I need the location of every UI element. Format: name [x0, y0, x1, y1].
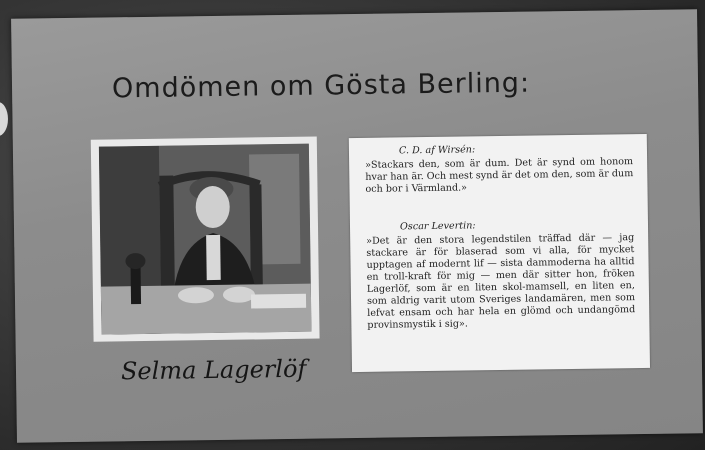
- portrait-caption: Selma Lagerlöf: [120, 354, 307, 386]
- quote-author: Oscar Levertin:: [399, 220, 476, 233]
- quote-text: »Det är den stora legendstilen träffad där — jag stackare är för blaserad som vi alla, för mycket upptagen af modernt lif — sista dammoderna ha alltid en troll-kraft för mig — men där sitter hon, fröken Lagerlöf, som är en liten skol-mamsell, en liten en, som aldrig varit utom Sveriges landamären, men som lefvat ensam och har hela en glömd och undangömd provinsmystik i sig».: [366, 232, 636, 331]
- portrait-photo: [99, 144, 312, 335]
- panel-heading: Omdömen om Gösta Berling:: [111, 67, 531, 105]
- portrait-illustration: [99, 144, 312, 335]
- quote-author: C. D. af Wirsén:: [398, 144, 476, 157]
- quote-text: »Stackars den, som är dum. Det är synd om honom hvar han är. Och mest synd är det om den, som är dum och bor i Värmland.»: [365, 156, 634, 195]
- portrait-frame: [91, 137, 320, 342]
- quote-wirsen: [365, 142, 634, 196]
- quotes-card: [349, 134, 650, 372]
- exhibit-panel: [11, 9, 703, 443]
- quote-levertin: [366, 218, 636, 332]
